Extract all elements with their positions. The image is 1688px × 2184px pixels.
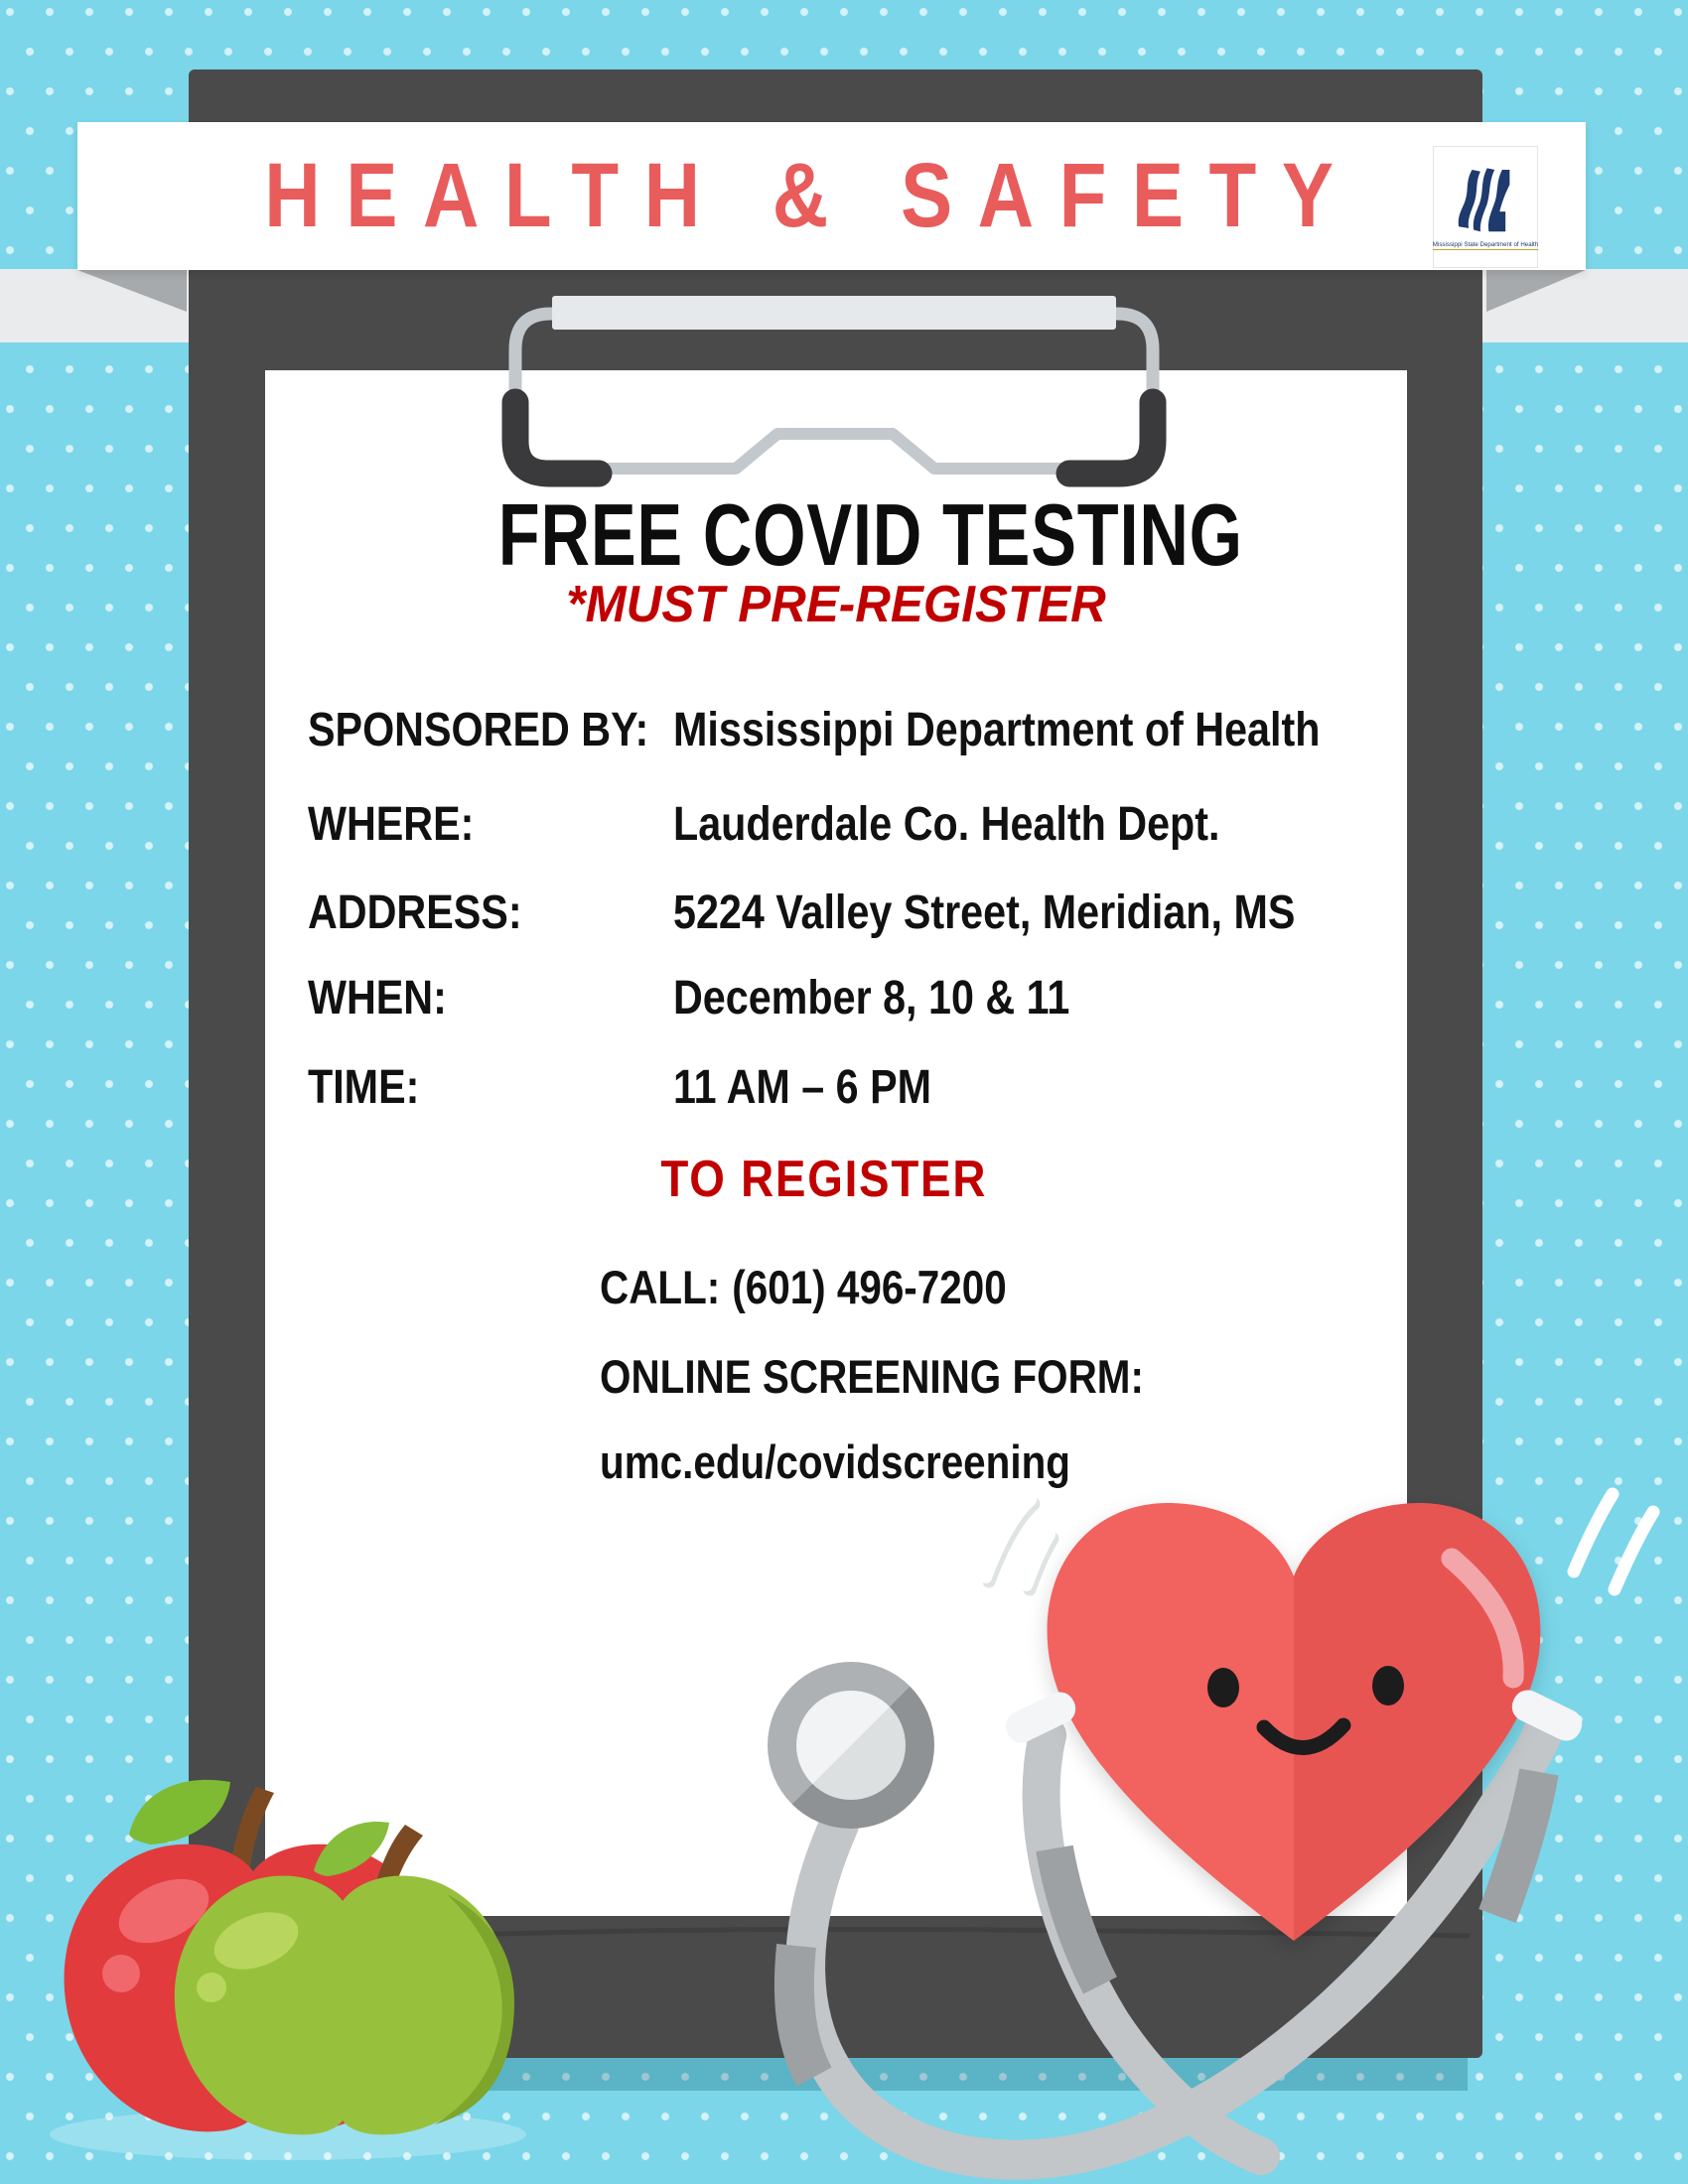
- banner-title: HEALTH & SAFETY: [263, 145, 1359, 246]
- info-label: ADDRESS:: [308, 887, 522, 939]
- info-row-where: [265, 797, 1407, 857]
- info-label: WHEN:: [308, 972, 447, 1024]
- info-label: TIME:: [308, 1061, 420, 1114]
- call-value: (601) 496-7200: [732, 1261, 1007, 1313]
- flyer-subtitle: *MUST PRE-REGISTER: [566, 576, 1106, 633]
- info-row-address: [265, 886, 1407, 945]
- info-row-sponsored-by: [265, 703, 1407, 762]
- info-value: 11 AM – 6 PM: [673, 1061, 932, 1114]
- apples-shadow: [50, 2109, 526, 2160]
- motion-lines-right: [1574, 1494, 1653, 1589]
- info-label: SPONSORED BY:: [308, 704, 649, 756]
- info-row-time: [265, 1060, 1407, 1120]
- online-form-label: ONLINE SCREENING FORM:: [600, 1350, 1144, 1403]
- info-row-when: [265, 971, 1407, 1030]
- clipboard-paper: [265, 370, 1407, 1916]
- info-value: 5224 Valley Street, Meridian, MS: [673, 887, 1296, 939]
- msdh-logo: [1433, 146, 1538, 268]
- flyer-title: FREE COVID TESTING: [497, 485, 1244, 584]
- clipboard-shadow-strip: [209, 2058, 1468, 2091]
- banner-title-wrap: [77, 122, 1545, 270]
- info-value: Mississippi Department of Health: [673, 704, 1321, 756]
- register-call-line: [600, 1260, 1072, 1314]
- info-label: WHERE:: [308, 798, 475, 851]
- register-online-line: [600, 1349, 1246, 1404]
- msdh-logo-icon: [1442, 165, 1529, 238]
- register-heading: TO REGISTER: [660, 1151, 988, 1208]
- call-label: CALL:: [600, 1261, 721, 1313]
- info-value: Lauderdale Co. Health Dept.: [673, 798, 1220, 851]
- banner: [77, 122, 1586, 270]
- msdh-logo-caption: Mississippi State Department of Health: [1432, 240, 1539, 248]
- register-url-line: [600, 1434, 1147, 1489]
- info-value: December 8, 10 & 11: [673, 972, 1070, 1024]
- screening-url: umc.edu/covidscreening: [600, 1435, 1070, 1488]
